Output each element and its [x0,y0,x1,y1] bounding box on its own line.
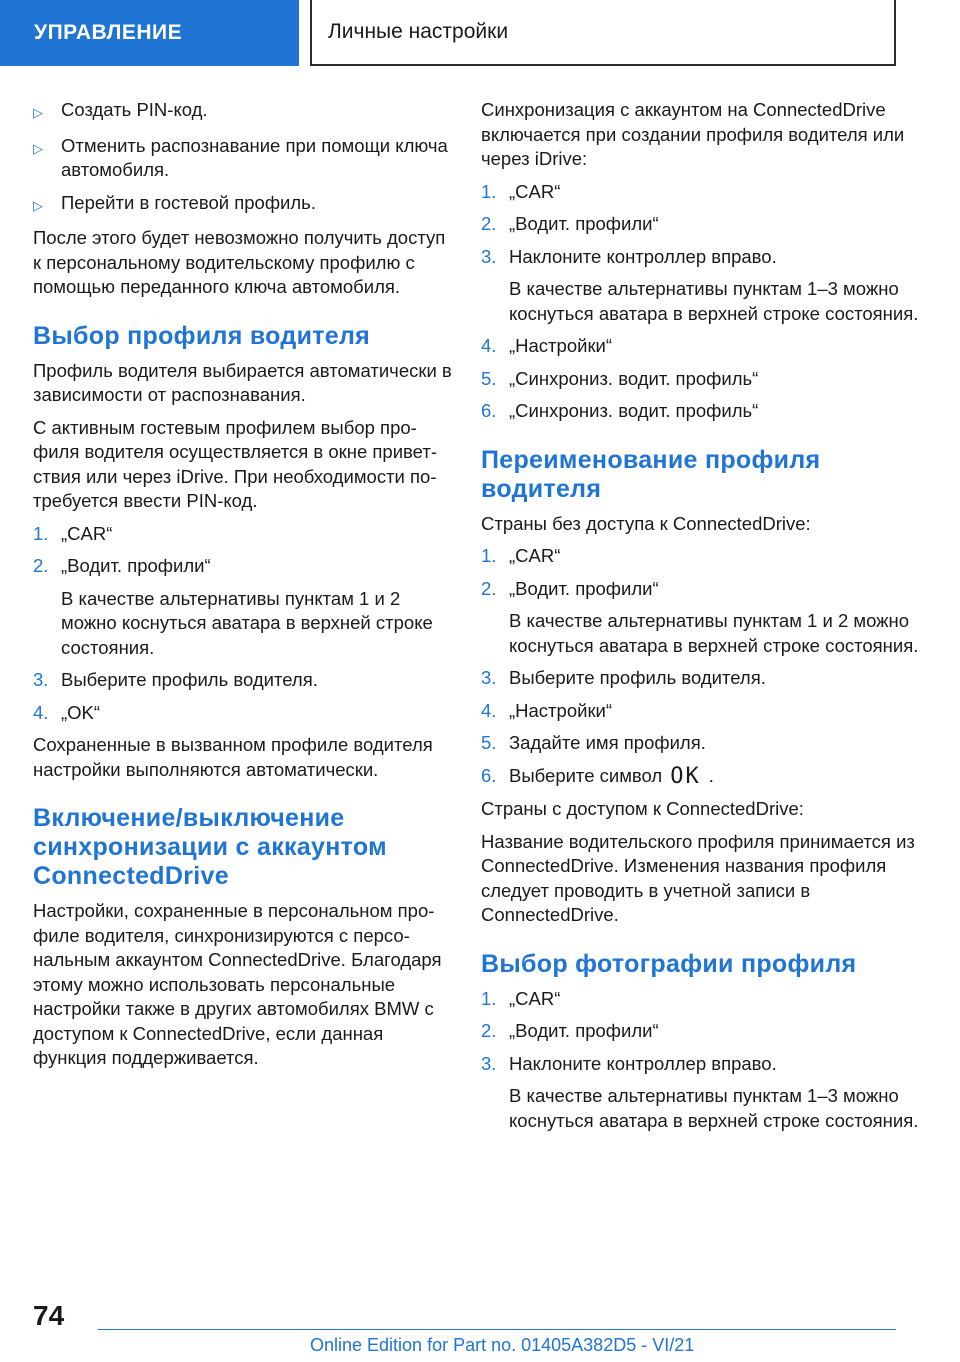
paragraph: Страны без доступа к ConnectedDrive: [481,512,811,534]
step-number: 4. [481,699,497,721]
list-item [481,399,921,424]
heading-rename-profile: Переименование профиля водителя [481,445,821,503]
list-item [481,731,921,756]
step-text: „Настройки“ [509,335,613,356]
paragraph: Сохраненные в вызванном профиле водителя настройки выполняются автоматически. [33,734,433,780]
chapter-tab: УПРАВЛЕНИЕ [0,0,299,66]
step-number: 1. [481,180,497,202]
list-item [481,544,921,569]
heading-profile-photo: Выбор фотографии профиля [481,949,857,978]
list-item [481,180,921,205]
right-column [481,98,921,1141]
step-note: В качестве альтернативы пунктам 1–3 можно коснуться аватара в верхней строке состояния. [509,1085,919,1131]
step-text: „CAR“ [509,180,561,202]
step-number: 1. [33,522,49,544]
list-item [481,212,921,237]
step-number: 2. [33,555,49,576]
list-item [481,577,921,602]
page-number: 74 [33,1300,65,1331]
list-item [33,668,453,693]
list-item [33,98,453,126]
left-column [33,98,453,1079]
step-text-label: Выберите символ [509,764,663,786]
step-text: „Водит. профили“ [509,577,659,599]
step-number: 3. [33,669,49,690]
step-text: Задайте имя профиля. [509,732,706,753]
list-item [481,245,921,270]
list-item [33,522,453,547]
step-note: В качестве альтернативы пунктам 1 и 2 можно коснуться аватара в верхней строке состояния. [509,610,919,656]
list-item [33,701,453,726]
step-text: „Синхрониз. водит. профиль“ [509,400,759,421]
list-item [481,666,921,691]
step-number: 3. [481,1052,497,1074]
list-item [481,334,921,359]
ok-symbol-icon: OK [670,763,701,789]
step-text: „CAR“ [509,987,561,1009]
paragraph: Настройки, сохраненные в персональном профиле водителя, синхронизируются с персональным аккаунтом ConnectedDrive. Благодаря этому можно использовать персональные настройки также в других автомобилях BMW с доступом к ConnectedDrive, если данная функция поддерживается. [33,900,442,1068]
bullet-text: Создать PIN-код. [61,99,208,120]
step-text: Выберите профиль водителя. [509,667,766,688]
step-number: 2. [481,577,497,599]
triangle-bullet-icon: ▷ [33,197,43,213]
step-text: „Водит. профили“ [61,555,211,576]
step-text: „CAR“ [61,522,113,544]
step-text-period: . [708,764,714,786]
step-text: „Синхрониз. водит. профиль“ [509,367,759,389]
step-text: „Водит. профили“ [509,1020,659,1041]
step-number: 3. [481,245,497,267]
heading-sync: Включение/выключение синхронизации с аккаунтом ConnectedDrive [33,804,387,890]
list-item [481,1052,921,1077]
step-number: 2. [481,1020,497,1041]
step-note: В качестве альтернативы пунктам 1–3 можно коснуться аватара в верхней строке состояния. [509,278,919,324]
step-number: 4. [33,701,49,723]
step-text [509,764,714,790]
step-text: Выберите профиль водителя. [61,669,318,690]
list-item [33,554,453,579]
list-item [481,367,921,392]
list-item [481,987,921,1012]
step-number: 6. [481,764,497,786]
step-text: Наклоните контроллер вправо. [509,245,777,267]
footer-divider [98,1329,896,1330]
paragraph: После этого будет невозможно получить доступ к персональному водительскому профилю с помощью переданного ключа автомобиля. [33,227,446,297]
step-text: Наклоните контроллер вправо. [509,1052,777,1074]
step-number: 1. [481,545,497,566]
paragraph: Страны с доступом к ConnectedDrive: [481,798,804,819]
bullet-text: Отменить распознавание при помощи ключа автомобиля. [61,134,448,180]
paragraph: Название водительского профиля принимается из ConnectedDrive. Изменения названия профиля следует проводить в учетной записи в ConnectedDrive. [481,830,915,925]
step-text: „Водит. профили“ [509,213,659,234]
step-number: 6. [481,400,497,421]
paragraph: С активным гостевым профилем выбор профиля водителя осуществляется в окне приветствия или через iDrive. При необходимости потребуется ввести PIN-код. [33,416,437,511]
footer-edition: Online Edition for Part no. 01405A382D5 - VI/21 [310,1335,695,1355]
list-item [481,699,921,724]
step-number: 4. [481,335,497,356]
step-text: „Настройки“ [509,699,613,721]
step-number: 5. [481,732,497,753]
section-title: Личные настройки [310,0,896,66]
list-item [481,764,921,790]
step-number: 1. [481,987,497,1009]
step-text: „OK“ [61,701,101,723]
list-item [481,1019,921,1044]
list-item [33,134,453,183]
paragraph: Синхронизация с аккаунтом на ConnectedDrive включается при создании профиля водителя или через iDrive: [481,99,905,169]
triangle-bullet-icon: ▷ [33,105,43,120]
step-note: В качестве альтернативы пунктам 1 и 2 можно коснуться аватара в верхней строке состояния. [61,587,433,658]
heading-select-profile: Выбор профиля водителя [33,321,371,350]
list-item [33,191,453,219]
triangle-bullet-icon: ▷ [33,140,43,156]
step-number: 5. [481,367,497,389]
step-number: 2. [481,213,497,234]
step-text: „CAR“ [509,545,561,566]
bullet-text: Перейти в гостевой профиль. [61,191,316,213]
step-number: 3. [481,667,497,688]
paragraph: Профиль водителя выбирается автоматически в зависимости от распознавания. [33,359,452,405]
